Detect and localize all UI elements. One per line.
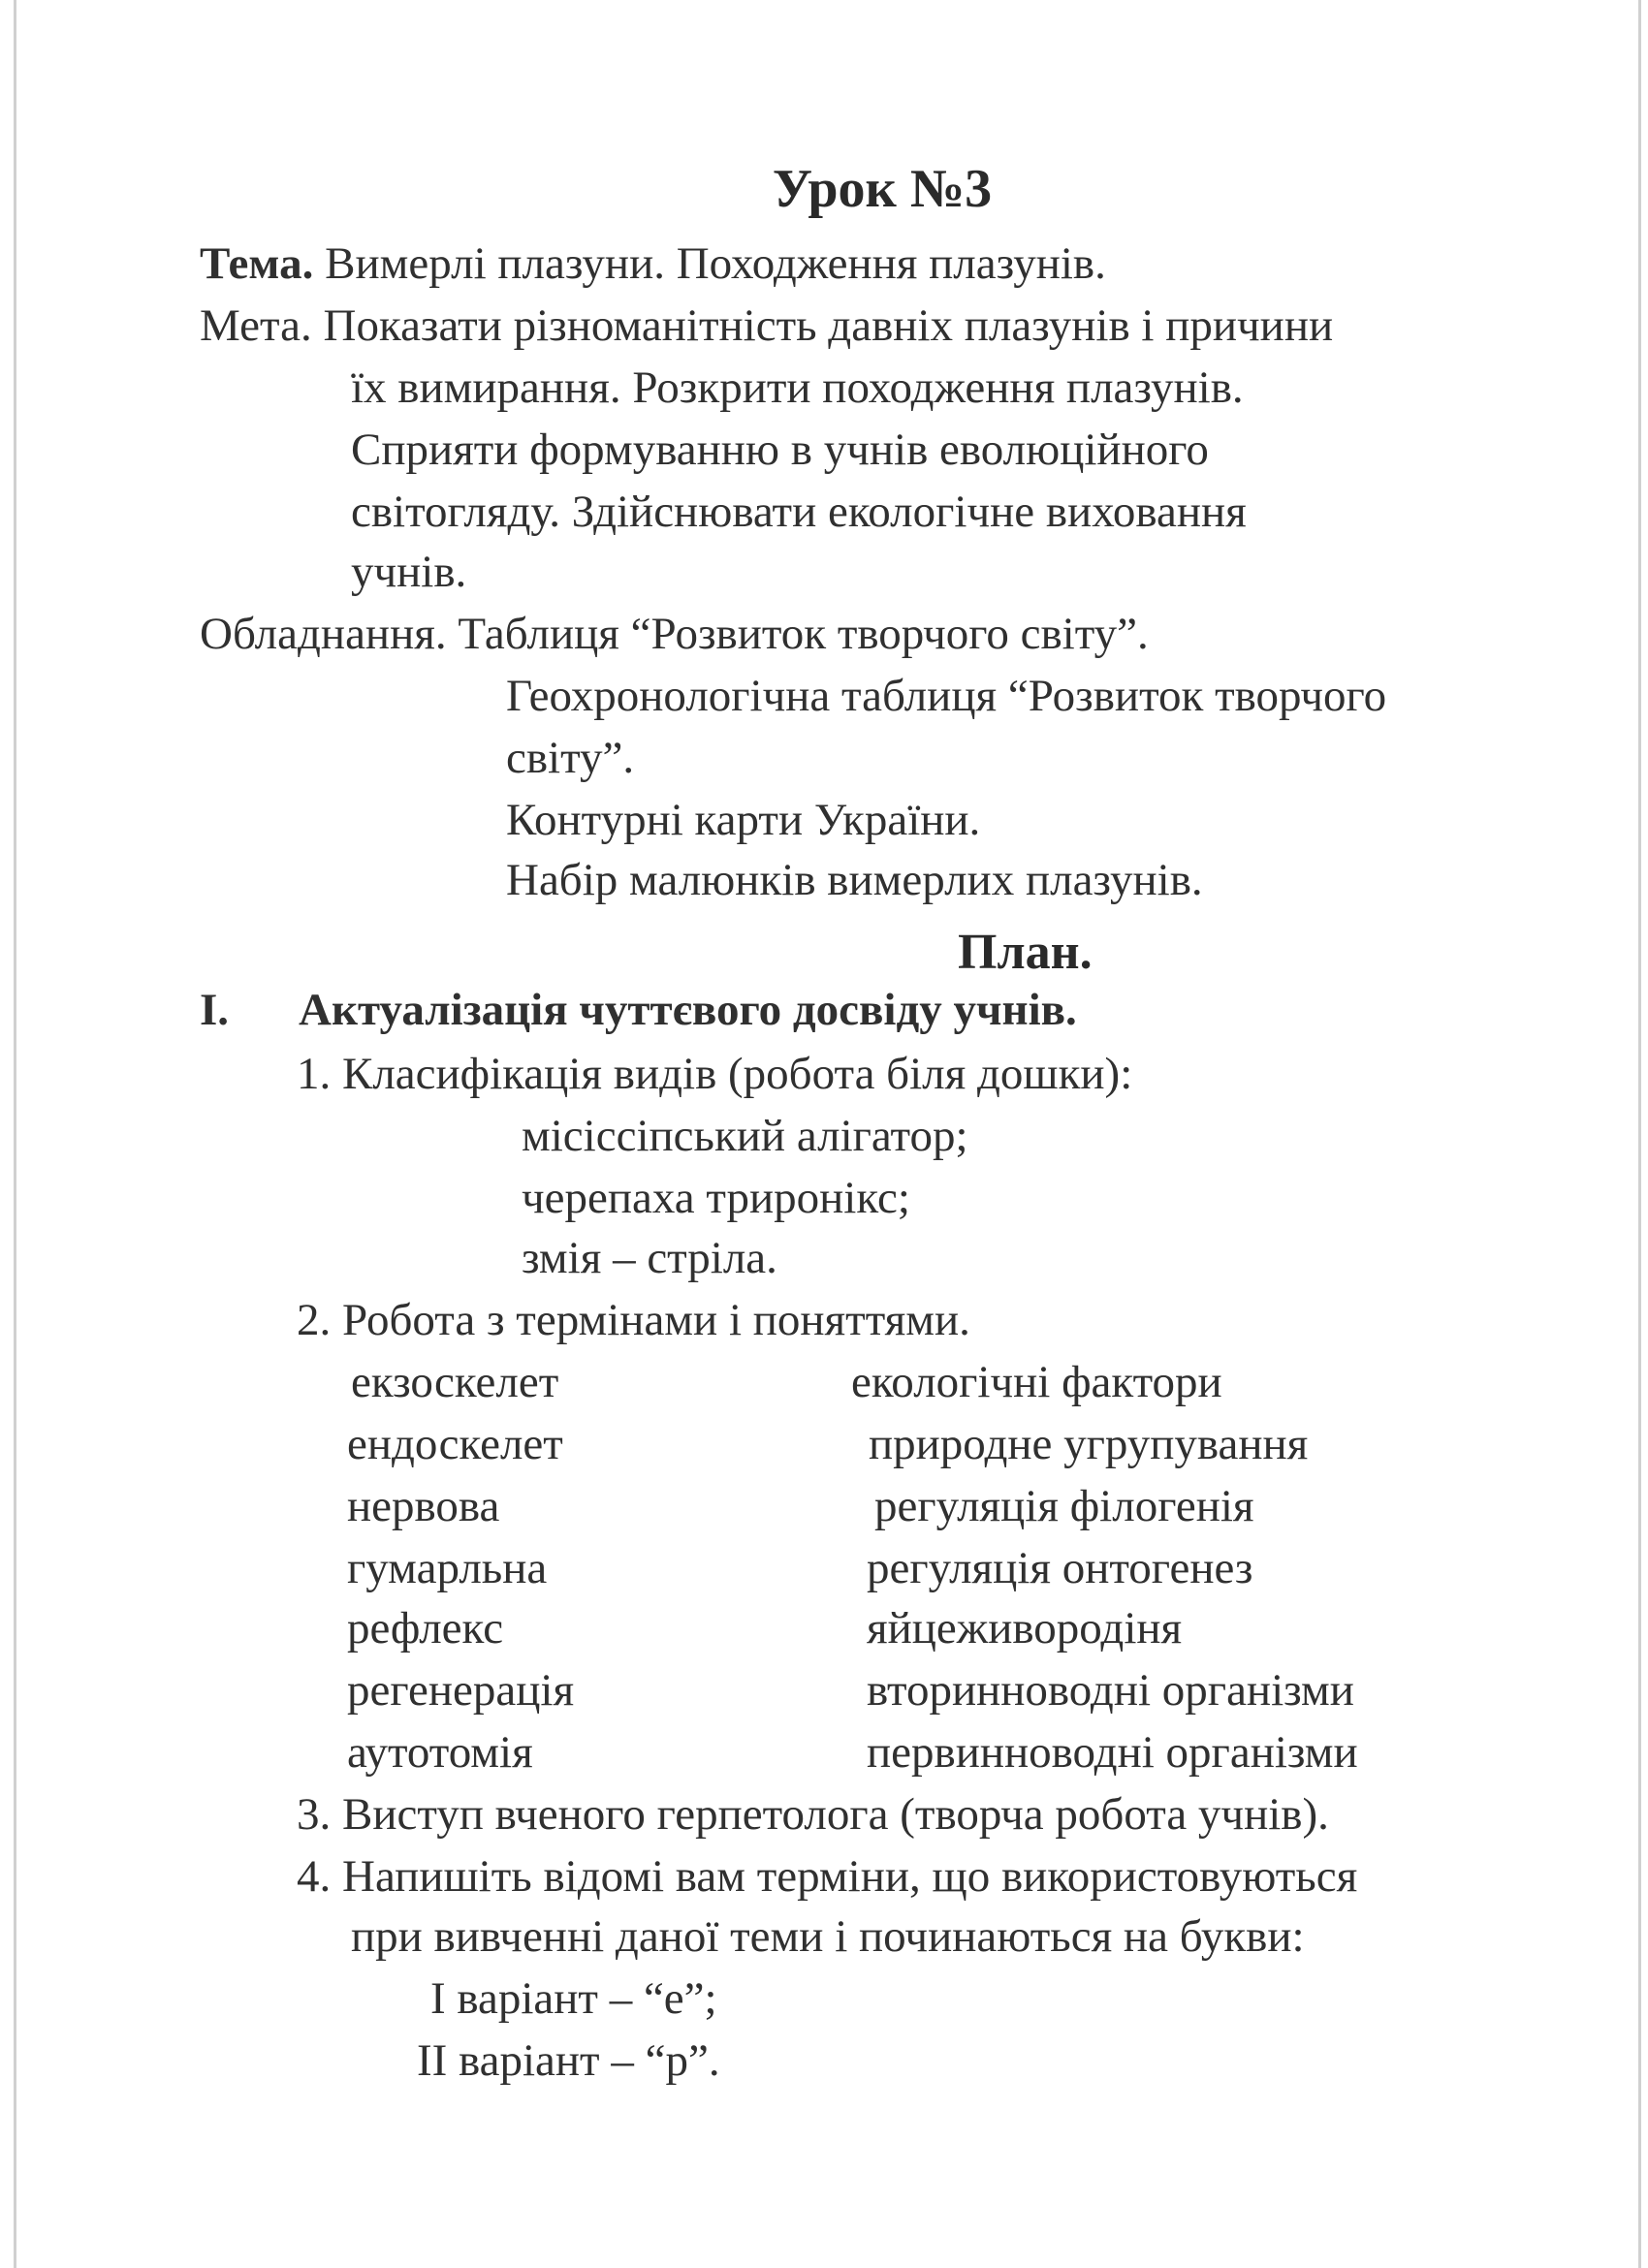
item-1-text: 1. Класифікація видів (робота біля дошки):: [297, 1049, 1133, 1099]
term-left-7: аутотомія: [347, 1727, 533, 1778]
plan-title: План.: [958, 925, 1093, 980]
section-1-heading: Актуалізація чуттєвого досвіду учнів.: [299, 985, 1077, 1035]
equipment-line-2: Геохронологічна таблиця “Розвиток творчого: [506, 671, 1387, 721]
goal-line-3: Сприяти формуванню в учнів еволюційного: [351, 425, 1209, 475]
term-left-1: екзоскелет: [351, 1357, 559, 1407]
term-left-5: рефлекс: [347, 1603, 504, 1654]
equipment-line-3: світу”.: [506, 733, 635, 783]
lesson-title: Урок №3: [772, 159, 993, 219]
term-right-1: екологічні фактори: [851, 1357, 1222, 1407]
scan-edge-left: [14, 0, 16, 2268]
topic-line: [200, 235, 1106, 293]
goal-line-4: світогляду. Здійснювати екологічне виховання: [351, 487, 1247, 537]
term-right-4: регуляція онтогенез: [867, 1543, 1253, 1593]
term-right-2: природне угрупування: [869, 1419, 1309, 1469]
species-1: місіссіпський алігатор;: [522, 1111, 968, 1161]
term-right-5: яйцеживородіня: [867, 1603, 1183, 1654]
goal-line-5: учнів.: [351, 547, 467, 597]
term-left-3: нервова: [347, 1481, 500, 1531]
equipment-line-4: Контурні карти України.: [506, 795, 981, 845]
topic-label: Тема.: [200, 238, 314, 289]
section-1-numeral: I.: [200, 985, 230, 1035]
term-left-2: ендоскелет: [347, 1419, 563, 1469]
variant-1: I варіант – “е”;: [430, 1973, 717, 2024]
species-2: черепаха триронікс;: [522, 1173, 910, 1223]
term-left-4: гумарльна: [347, 1543, 548, 1593]
goal-line-1: Мета. Показати різноманітність давніх плазунів і причини: [200, 300, 1334, 351]
variant-2: II варіант – “р”.: [417, 2035, 720, 2086]
goal-line-2: їх вимирання. Розкрити походження плазунів.: [351, 362, 1244, 413]
term-right-6: вторинноводні організми: [867, 1665, 1354, 1716]
item-4-line-2: при вивченні даної теми і починаються на букви:: [351, 1911, 1305, 1962]
item-3-text: 3. Виступ вченого герпетолога (творча робота учнів).: [297, 1789, 1329, 1840]
equipment-line-1: Обладнання. Таблиця “Розвиток творчого світу”.: [200, 609, 1149, 659]
term-right-7: первинноводні організми: [867, 1727, 1358, 1778]
term-left-6: регенерація: [347, 1665, 575, 1716]
item-4-line-1: 4. Напишіть відомі вам терміни, що використовуються: [297, 1851, 1358, 1902]
item-2-text: 2. Робота з термінами і поняттями.: [297, 1295, 970, 1345]
species-3: змія – стріла.: [522, 1233, 777, 1283]
topic-text: Вимерлі плазуни. Походження плазунів.: [313, 238, 1106, 289]
equipment-line-5: Набір малюнків вимерлих плазунів.: [506, 855, 1203, 905]
scan-edge-right: [1638, 0, 1641, 2268]
term-right-3: регуляція філогенія: [874, 1481, 1254, 1531]
